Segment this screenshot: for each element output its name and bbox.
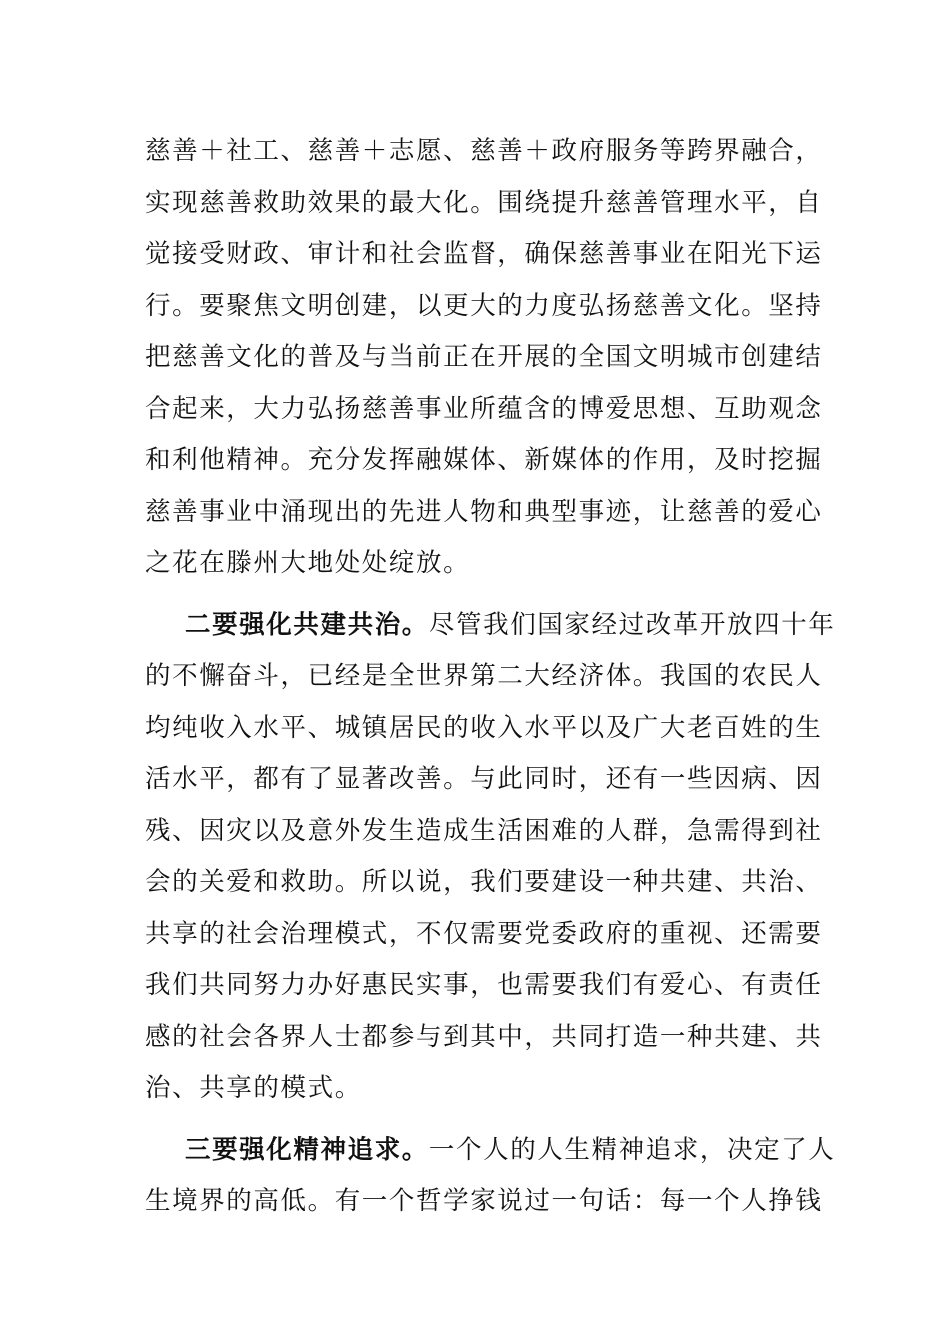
paragraph-1-line-5: 把慈善文化的普及与当前正在开展的全国文明城市创建结 — [145, 342, 823, 372]
paragraph-1-line-7: 和利他精神。充分发挥融媒体、新媒体的作用，及时挖掘 — [145, 445, 823, 475]
paragraph-3-line-2: 生境界的高低。有一个哲学家说过一句话：每一个人挣钱 — [145, 1186, 823, 1216]
paragraph-1-line-3: 觉接受财政、审计和社会监督，确保慈善事业在阳光下运 — [145, 239, 823, 269]
paragraph-1-line-9: 之花在滕州大地处处绽放。 — [145, 548, 471, 578]
paragraph-2-first-text: 尽管我们国家经过改革开放四十年 — [428, 609, 836, 640]
paragraph-2-heading: 二要强化共建共治。 — [185, 609, 429, 640]
paragraph-1-line-1: 慈善＋社工、慈善＋志愿、慈善＋政府服务等跨界融合， — [145, 136, 823, 166]
paragraph-1-line-2: 实现慈善救助效果的最大化。围绕提升慈善管理水平，自 — [145, 187, 823, 218]
paragraph-2-line-1 — [145, 600, 836, 652]
paragraph-1-line-8: 慈善事业中涌现出的先进人物和典型事迹，让慈善的爱心 — [145, 496, 823, 527]
paragraph-2-line-4: 活水平，都有了显著改善。与此同时，还有一些因病、因 — [145, 764, 823, 794]
paragraph-2-line-9: 感的社会各界人士都参与到其中，共同打造一种共建、共 — [145, 1021, 823, 1052]
document-body — [145, 126, 836, 1238]
paragraph-2-line-10: 治、共享的模式。 — [145, 1073, 362, 1103]
paragraph-2-line-3: 均纯收入水平、城镇居民的收入水平以及广大老百姓的生 — [145, 712, 823, 743]
paragraph-3-first-text: 一个人的人生精神追求，决定了人 — [428, 1134, 836, 1165]
paragraph-3-heading: 三要强化精神追求。 — [185, 1134, 429, 1165]
paragraph-2-line-7: 共享的社会治理模式，不仅需要党委政府的重视、还需要 — [145, 918, 823, 949]
paragraph-1 — [145, 126, 823, 590]
paragraph-1-line-6: 合起来，大力弘扬慈善事业所蕴含的博爱思想、互助观念 — [145, 393, 823, 424]
paragraph-3 — [145, 1125, 836, 1228]
paragraph-1-line-4: 行。要聚焦文明创建，以更大的力度弘扬慈善文化。坚持 — [145, 290, 823, 321]
paragraph-2-line-6: 会的关爱和救助。所以说，我们要建设一种共建、共治、 — [145, 867, 823, 897]
paragraph-2 — [145, 600, 836, 1115]
paragraph-2-line-2: 的不懈奋斗，已经是全世界第二大经济体。我国的农民人 — [145, 661, 823, 691]
paragraph-2-line-8: 我们共同努力办好惠民实事，也需要我们有爱心、有责任 — [145, 970, 823, 1000]
paragraph-3-line-1 — [145, 1125, 836, 1177]
paragraph-2-line-5: 残、因灾以及意外发生造成生活困难的人群，急需得到社 — [145, 815, 823, 846]
